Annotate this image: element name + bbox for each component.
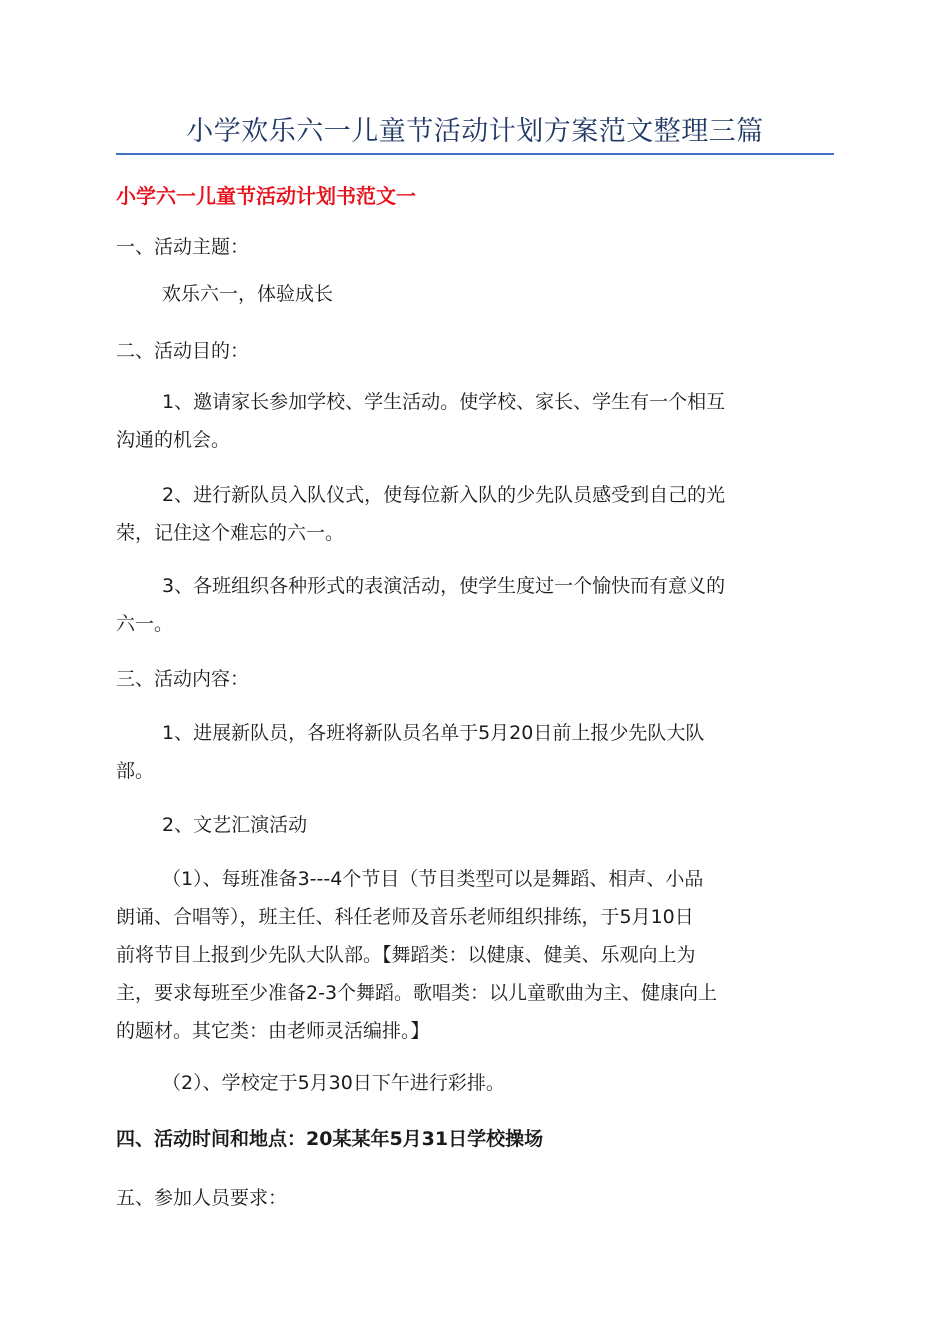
paragraph-purpose-2 (116, 476, 834, 552)
text-line: 3、各班组织各种形式的表演活动，使学生度过一个愉快而有意义的 (162, 575, 726, 597)
text-line: （1）、每班准备3---4个节目（节目类型可以是舞蹈、相声、小品 (162, 868, 704, 890)
document-title: 小学欢乐六一儿童节活动计划方案范文整理三篇 (186, 116, 764, 147)
text-line: 1、进展新队员，各班将新队员名单于5月20日前上报少先队大队 (162, 722, 705, 744)
text-line: （2）、学校定于5月30日下午进行彩排。 (162, 1072, 505, 1094)
paragraph-content-1 (116, 714, 834, 790)
text-line: 的题材。其它类：由老师灵活编排。】 (116, 1020, 430, 1042)
text-line: 荣，记住这个难忘的六一。 (116, 522, 345, 544)
text-line: 一、活动主题： (116, 236, 250, 258)
title-underline (116, 153, 834, 155)
paragraph-purpose-1 (116, 383, 834, 459)
paragraph-content-2 (116, 806, 880, 844)
text-line: 二、活动目的： (116, 340, 250, 362)
text-line: 沟通的机会。 (116, 429, 231, 451)
paragraph-content-2-item-1 (116, 860, 834, 1050)
paragraph-activity-theme (116, 275, 880, 313)
text-line: 三、活动内容： (116, 668, 250, 690)
text-line: 朗诵、合唱等），班主任、科任老师及音乐老师组织排练，于5月10日 (116, 906, 694, 928)
text-line: 六一。 (116, 613, 174, 635)
paragraph-activity-time-place (116, 1120, 834, 1158)
text-line: 2、文艺汇演活动 (162, 814, 308, 836)
text-line: 四、活动时间和地点：20某某年5月31日学校操场 (116, 1128, 544, 1150)
paragraph-content-2-item-2 (116, 1064, 880, 1102)
text-line: 主，要求每班至少准备2-3个舞蹈。歌唱类：以儿童歌曲为主、健康向上 (116, 982, 718, 1004)
text-line: 前将节目上报到少先队大队部。【舞蹈类：以健康、健美、乐观向上为 (116, 944, 696, 966)
paragraph-participants-heading (116, 1179, 834, 1217)
paragraph-purpose-3 (116, 567, 834, 643)
text-line: 1、邀请家长参加学校、学生活动。使学校、家长、学生有一个相互 (162, 391, 726, 413)
text-line: 2、进行新队员入队仪式，使每位新入队的少先队员感受到自己的光 (162, 484, 726, 506)
paragraph-activity-content-heading (116, 660, 834, 698)
text-line: 欢乐六一，体验成长 (162, 283, 334, 305)
text-line: 部。 (116, 760, 155, 782)
section-heading: 小学六一儿童节活动计划书范文一 (116, 184, 416, 208)
paragraph-activity-theme-heading (116, 228, 834, 266)
text-line: 五、参加人员要求： (116, 1187, 288, 1209)
paragraph-activity-purpose-heading (116, 332, 834, 370)
